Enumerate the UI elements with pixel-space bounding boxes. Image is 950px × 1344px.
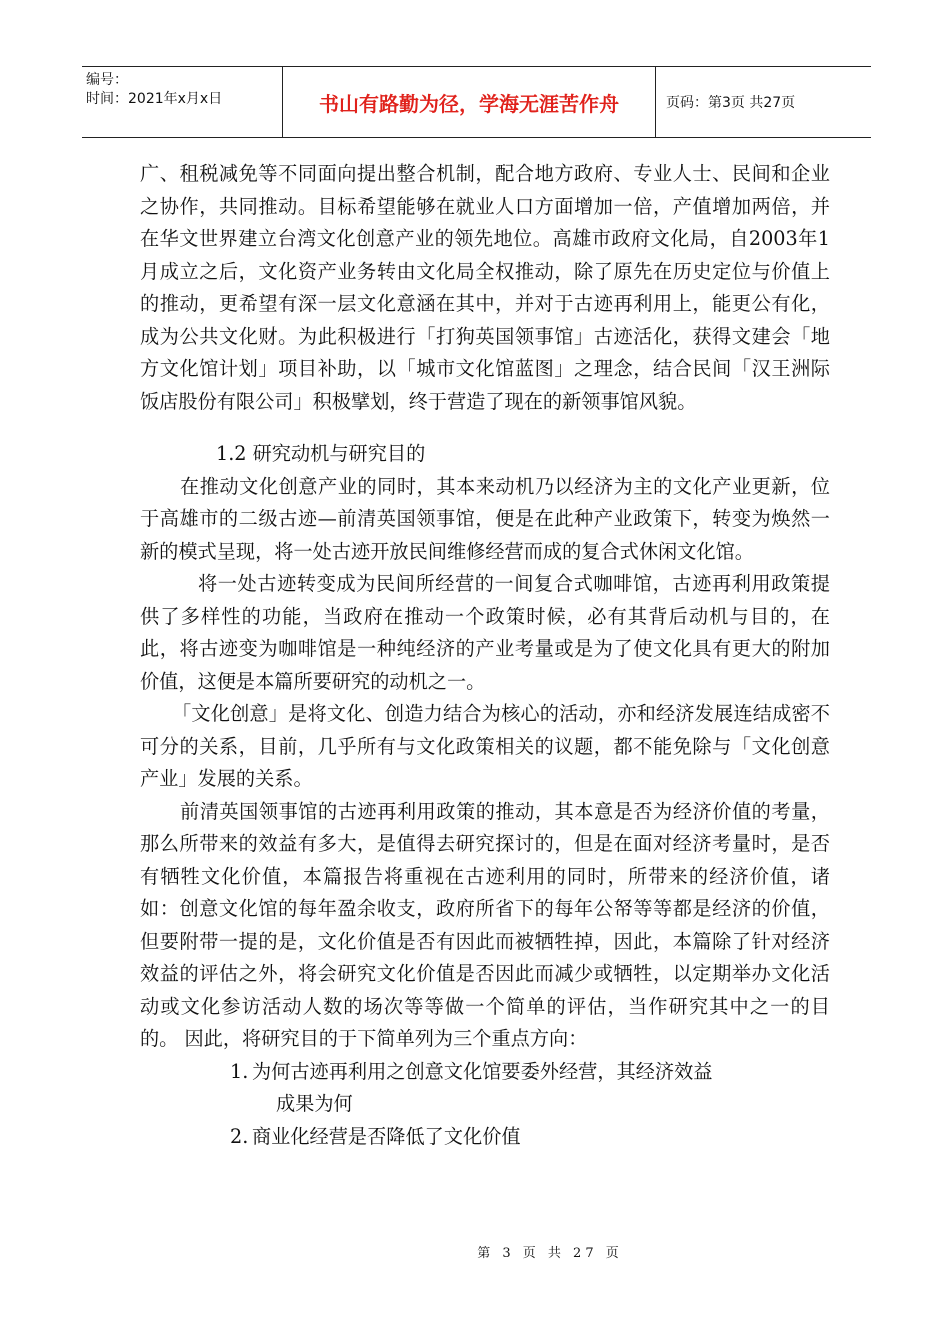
research-goals-list: [140, 1056, 830, 1154]
header-meta: [82, 67, 282, 137]
document-body: [140, 158, 830, 1153]
list-item-text: 商业化经营是否降低了文化价值: [252, 1124, 521, 1148]
section-heading: 1.2 研究动机与研究目的: [216, 442, 426, 465]
page-footer: 第 3 页 共 27 页: [477, 1246, 623, 1261]
header-motto: 书山有路勤为径，学海无涯苦作舟: [282, 67, 656, 137]
page-header: [82, 66, 871, 138]
header-page-info: 页码：第3页 共27页: [666, 95, 796, 111]
list-item: [140, 1121, 830, 1154]
paragraph-2: 在推动文化创意产业的同时，其本来动机乃以经济为主的文化产业更新，位于高雄市的二级古迹—前清英国领事馆，便是在此种产业政策下，转变为焕然一新的模式呈现，将一处古迹开放民间维修经营而成的复合式休闲文化馆。: [140, 474, 830, 563]
paragraph-1: 广、租税减免等不同面向提出整合机制，配合地方政府、专业人士、民间和企业之协作，共同推动。目标希望能够在就业人口方面增加一倍，产值增加两倍，并在华文世界建立台湾文化创意产业的领先地位。高雄市政府文化局，自2003年1月成立之后，文化资产业务转由文化局全权推动，除了原先在历史定位与价值上的推动，更希望有深一层文化意涵在其中，并对于古迹再利用上，能更公有化，成为公共文化财。为此积极进行「打狗英国领事馆」古迹活化，获得文建会「地方文化馆计划」项目补助，以「城市文化馆蓝图」之理念，结合民间「汉王洲际饭店股份有限公司」积极擘划，终于营造了现在的新领事馆风貌。: [140, 162, 830, 413]
paragraph-5: 前清英国领事馆的古迹再利用政策的推动，其本意是否为经济价值的考量，那么所带来的效益有多大，是值得去研究探讨的，但是在面对经济考量时，是否有牺牲文化价值，本篇报告将重视在古迹利用的同时，所带来的经济价值，诸如：创意文化馆的每年盈余收支，政府所省下的每年公帑等等都是经济的价值，但要附带一提的是，文化价值是否有因此而被牺牲掉，因此，本篇除了针对经济效益的评估之外，将会研究文化价值是否因此而减少或牺牲，以定期举办文化活动或文化参访活动人数的场次等等做一个简单的评估，当作研究其中之一的目的。 因此，将研究目的于下简单列为三个重点方向：: [140, 799, 830, 1050]
list-item-number: 2.: [230, 1124, 249, 1148]
list-item-number: 1.: [230, 1059, 249, 1083]
paragraph-3: 将一处古迹转变成为民间所经营的一间复合式咖啡馆，古迹再利用政策提供了多样性的功能，当政府在推动一个政策时候，必有其背后动机与目的，在此，将古迹变为咖啡馆是一种纯经济的产业考量或是为了使文化具有更大的附加价值，这便是本篇所要研究的动机之一。: [140, 572, 830, 693]
list-item-text-cont: 成果为何: [276, 1092, 353, 1115]
list-item: [140, 1056, 830, 1121]
list-item-text: 为何古迹再利用之创意文化馆要委外经营，其经济效益: [252, 1059, 713, 1083]
code-label: 编号：: [86, 72, 128, 88]
date-line: 时间：2021年x月x日: [86, 91, 223, 107]
paragraph-4: 「文化创意」是将文化、创造力结合为核心的活动，亦和经济发展连结成密不可分的关系，目前，几乎所有与文化政策相关的议题，都不能免除与「文化创意产业」发展的关系。: [140, 702, 830, 790]
